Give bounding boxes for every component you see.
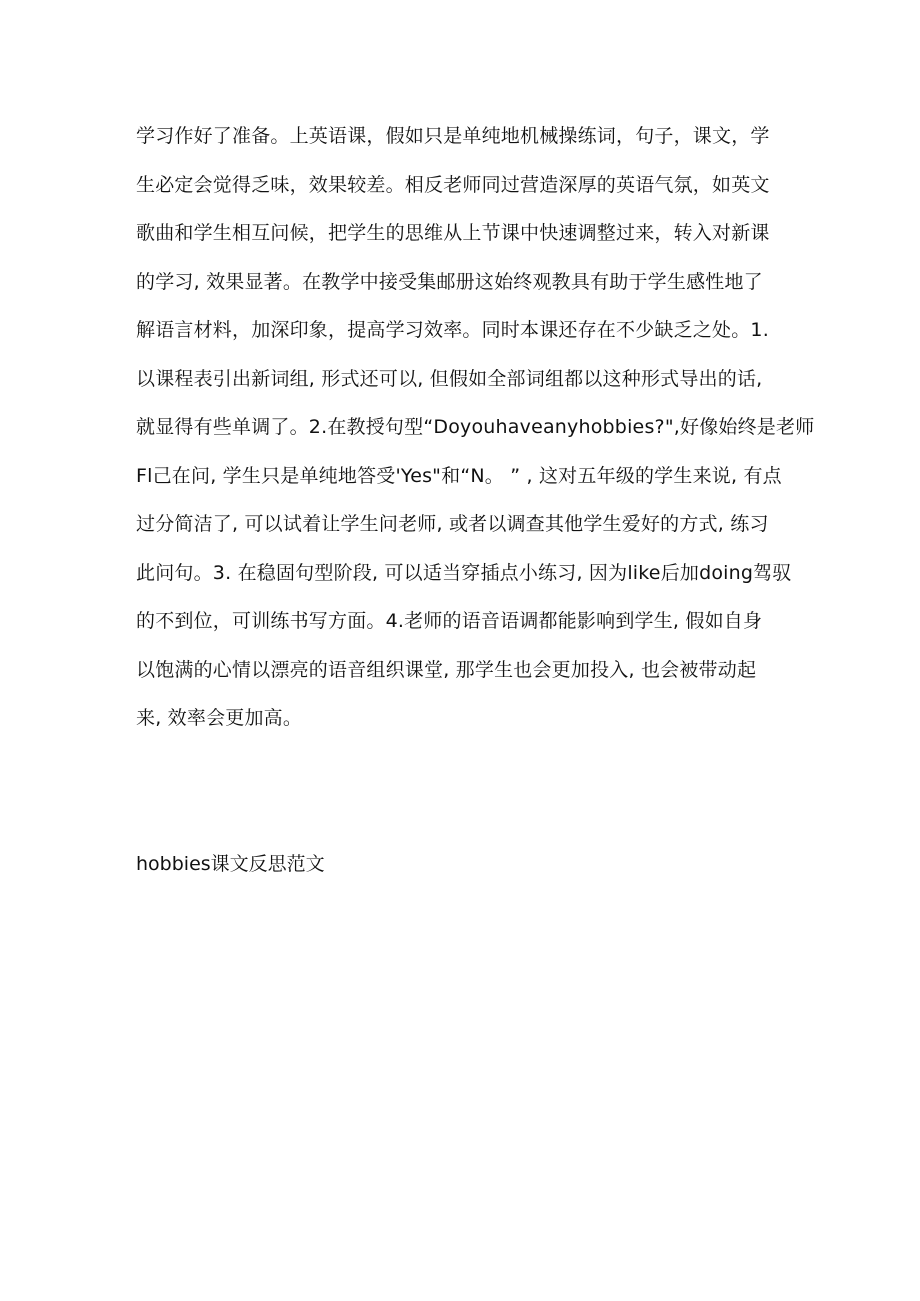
paragraph-line: Fl己在问, 学生只是单纯地答受'Yes"和“N。 ” , 这对五年级的学生来说, 有点 [136,464,782,487]
paragraph-line: 歌曲和学生相互问候，把学生的思维从上节课中快速调整过来，转入对新课 [136,222,770,244]
paragraph-line: 解语言材料，加深印象，提高学习效率。同时本课还存在不少缺乏之处。1. [136,319,769,341]
paragraph-line: 学习作好了准备。上英语课，假如只是单纯地机械操练词，句子，课文，学 [136,125,770,147]
paragraph-line: 的不到位，可训练书写方面。4.老师的语音语调都能影响到学生, 假如自身 [136,610,763,632]
paragraph-line: 就显得有些单调了。2.在教授句型“Doyouhaveanyhobbies?",好像始终是老师 [136,416,815,438]
paragraph-line: 生必定会觉得乏味，效果较差。相反老师同过营造深厚的英语气氛，如英文 [136,173,770,196]
paragraph-line: 以课程表引出新词组, 形式还可以, 但假如全部词组都以这种形式导出的话, [136,367,763,390]
paragraph-line: 以饱满的心情以漂亮的语音组织课堂, 那学生也会更加投入, 也会被带动起 [136,658,757,681]
paragraph-line: 此问句。3. 在稳固句型阶段, 可以适当穿插点小练习, 因为like后加doing驾驭 [136,561,792,584]
paragraph-line: 过分简洁了, 可以试着让学生问老师, 或者以调查其他学生爱好的方式, 练习 [136,513,769,535]
document-heading: hobbies课文反思范文 [136,853,325,875]
reflection-paragraph [136,112,815,743]
paragraph-line: 的学习, 效果显著。在教学中接受集邮册这始终观教具有助于学生感性地了 [136,270,763,293]
paragraph-line: 来, 效率会更加高。 [136,707,303,729]
